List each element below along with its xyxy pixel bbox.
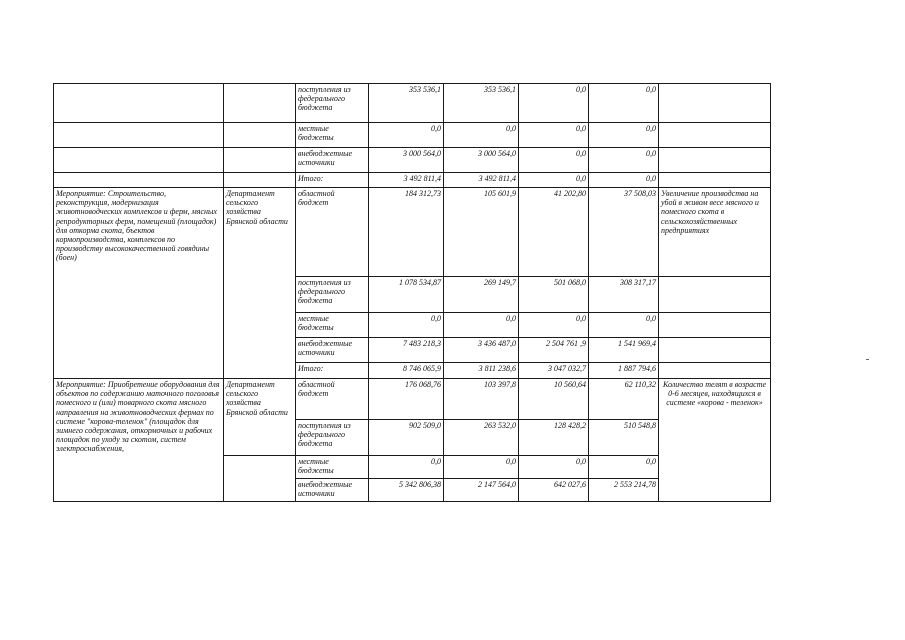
- indicator-text: Количество телят в возрасте 0-6 месяцев, находящихся в системе «корова - теленок»: [659, 379, 771, 502]
- event-title: Мероприятие: Приобретение оборудования для объектов по содержанию маточного поголовья помесного и (или) товарного скота мясного направления на животноводческих фермах по системе "корова-теленок" (площадок для зимнего содержания, откормочных и рабочих площадок по уходу за скотом, систем электроснабжения,: [54, 379, 224, 502]
- value-year-2: 0,0: [519, 84, 589, 123]
- value-total: 0,0: [369, 456, 444, 479]
- event-cell: [54, 173, 224, 188]
- value-total: 184 312,73: [369, 188, 444, 277]
- value-year-1: 3 811 238,6: [444, 363, 519, 379]
- table-row: [54, 173, 771, 188]
- funding-source: внебюджетные источники: [296, 148, 369, 173]
- value-year-1: 103 397,8: [444, 379, 519, 420]
- budget-table: [53, 83, 771, 502]
- value-year-3: 1 541 969,4: [589, 338, 659, 363]
- event-title: Мероприятие: Строительство, реконструкция, модернизация животноводческих комплексов и ферм, мясных репродукторных ферм, помещений (площадок) для откорма скота, бъектов кормопроизводства, комплексов по производству высококачественной говядины (боен): [54, 188, 224, 379]
- funding-source: местные бюджеты: [296, 313, 369, 338]
- table-row: [54, 148, 771, 173]
- value-total: 1 078 534,87: [369, 277, 444, 313]
- value-total: 5 342 806,38: [369, 479, 444, 502]
- value-year-1: 0,0: [444, 456, 519, 479]
- funding-source: поступления из федерального бюджета: [296, 277, 369, 313]
- indicator-text: Увеличение производства на убой в живом весе мясного и помесного скота в сельскохозяйственных предприятиях: [659, 188, 771, 277]
- event-cell: [54, 148, 224, 173]
- value-total: 3 000 564,0: [369, 148, 444, 173]
- value-total: 902 509,0: [369, 420, 444, 456]
- table-row: [54, 188, 771, 277]
- indicator-cell: [659, 338, 771, 363]
- funding-source: Итого:: [296, 363, 369, 379]
- value-year-1: 3 000 564,0: [444, 148, 519, 173]
- value-year-1: 2 147 564,0: [444, 479, 519, 502]
- event-cell: [54, 84, 224, 123]
- value-year-1: 269 149,7: [444, 277, 519, 313]
- table-row: [54, 379, 771, 420]
- executor-cell: [224, 84, 296, 123]
- value-year-1: 353 536,1: [444, 84, 519, 123]
- value-total: 353 536,1: [369, 84, 444, 123]
- value-year-2: 642 027,6: [519, 479, 589, 502]
- value-year-3: 2 553 214,78: [589, 479, 659, 502]
- funding-source: внебюджетные источники: [296, 338, 369, 363]
- value-year-3: 0,0: [589, 148, 659, 173]
- funding-source: областной бюджет: [296, 379, 369, 420]
- executor-cell: [224, 173, 296, 188]
- value-year-1: 0,0: [444, 313, 519, 338]
- indicator-cell: [659, 148, 771, 173]
- funding-source: внебюджетные источники: [296, 479, 369, 502]
- value-year-2: 0,0: [519, 123, 589, 148]
- funding-source: поступления из федерального бюджета: [296, 420, 369, 456]
- value-year-2: 0,0: [519, 456, 589, 479]
- executor-cell: [224, 123, 296, 148]
- value-year-3: 0,0: [589, 313, 659, 338]
- value-year-3: 0,0: [589, 456, 659, 479]
- indicator-cell: [659, 84, 771, 123]
- indicator-cell: [659, 173, 771, 188]
- executor-name: Департамент сельского хозяйства Брянской области: [224, 379, 296, 456]
- funding-source: местные бюджеты: [296, 456, 369, 479]
- value-year-3: 0,0: [589, 84, 659, 123]
- value-year-3: 37 508,03: [589, 188, 659, 277]
- value-year-3: 510 548,8: [589, 420, 659, 456]
- value-year-2: 3 047 032,7: [519, 363, 589, 379]
- value-year-3: 1 887 794,6: [589, 363, 659, 379]
- value-total: 3 492 811,4: [369, 173, 444, 188]
- table-row: [54, 123, 771, 148]
- value-year-2: 2 504 761 ,9: [519, 338, 589, 363]
- value-total: 7 483 218,3: [369, 338, 444, 363]
- indicator-cell: [659, 313, 771, 338]
- value-total: 176 068,76: [369, 379, 444, 420]
- value-total: 8 746 065,9: [369, 363, 444, 379]
- value-year-1: 3 436 487,0: [444, 338, 519, 363]
- scan-speck: [866, 359, 869, 360]
- value-year-1: 105 601,9: [444, 188, 519, 277]
- value-year-2: 10 560,64: [519, 379, 589, 420]
- executor-name: Департамент сельского хозяйства Брянской области: [224, 188, 296, 379]
- value-year-1: 3 492 811,4: [444, 173, 519, 188]
- value-year-3: 0,0: [589, 123, 659, 148]
- value-total: 0,0: [369, 313, 444, 338]
- value-year-2: 0,0: [519, 148, 589, 173]
- value-year-2: 0,0: [519, 313, 589, 338]
- value-year-1: 263 532,0: [444, 420, 519, 456]
- value-year-3: 62 110,32: [589, 379, 659, 420]
- value-year-3: 308 317,17: [589, 277, 659, 313]
- value-year-2: 501 068,0: [519, 277, 589, 313]
- value-year-2: 41 202,80: [519, 188, 589, 277]
- value-total: 0,0: [369, 123, 444, 148]
- executor-cell: [224, 148, 296, 173]
- table-row: [54, 84, 771, 123]
- funding-source: областной бюджет: [296, 188, 369, 277]
- funding-source: поступления из федерального бюджета: [296, 84, 369, 123]
- value-year-2: 0,0: [519, 173, 589, 188]
- value-year-3: 0,0: [589, 173, 659, 188]
- event-cell: [54, 123, 224, 148]
- indicator-cell: [659, 277, 771, 313]
- value-year-2: 128 428,2: [519, 420, 589, 456]
- funding-source: Итого:: [296, 173, 369, 188]
- funding-source: местные бюджеты: [296, 123, 369, 148]
- value-year-1: 0,0: [444, 123, 519, 148]
- indicator-cell: [659, 363, 771, 379]
- executor-cell: [224, 456, 296, 502]
- indicator-cell: [659, 123, 771, 148]
